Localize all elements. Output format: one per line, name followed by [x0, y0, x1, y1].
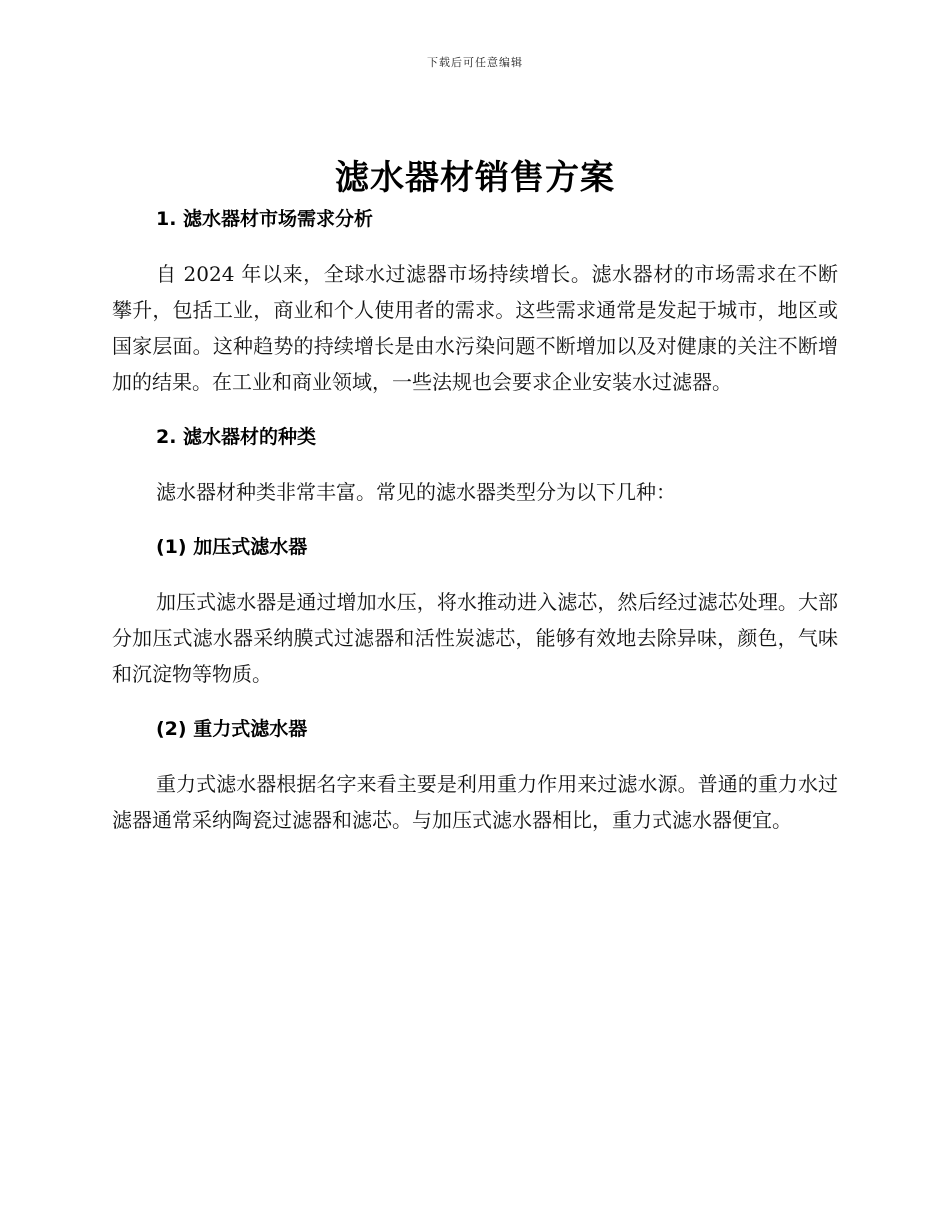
- section-paragraph-types: 滤水器材种类非常丰富。常见的滤水器类型分为以下几种：: [156, 480, 676, 504]
- section-paragraph-market-demand: 自 2024 年以来，全球水过滤器市场持续增长。滤水器材的市场需求在不断攀升，包括工业，商业和个人使用者的需求。这些需求通常是发起于城市，地区或国家层面。这种趋势的持续增长是由水污染问题不断增加以及对健康的关注不断增加的结果。在工业和商业领域，一些法规也会要求企业安装水过滤器。: [112, 262, 838, 394]
- section-heading-market-demand: 1. 滤水器材市场需求分析: [156, 208, 374, 230]
- section-heading-types: 2. 滤水器材的种类: [156, 426, 317, 448]
- document-title: 滤水器材销售方案: [335, 158, 615, 198]
- section-paragraph-gravity-filter: 重力式滤水器根据名字来看主要是利用重力作用来过滤水源。普通的重力水过滤器通常采纳陶瓷过滤器和滤芯。与加压式滤水器相比，重力式滤水器便宜。: [112, 772, 838, 832]
- section-heading-pressure-filter: (1) 加压式滤水器: [156, 536, 308, 558]
- header-note: 下载后可任意编辑: [427, 56, 523, 69]
- section-heading-gravity-filter: (2) 重力式滤水器: [156, 718, 308, 740]
- document-body: [112, 202, 838, 838]
- section-paragraph-pressure-filter: 加压式滤水器是通过增加水压，将水推动进入滤芯，然后经过滤芯处理。大部分加压式滤水器采纳膜式过滤器和活性炭滤芯，能够有效地去除异味，颜色，气味和沉淀物等物质。: [112, 590, 838, 686]
